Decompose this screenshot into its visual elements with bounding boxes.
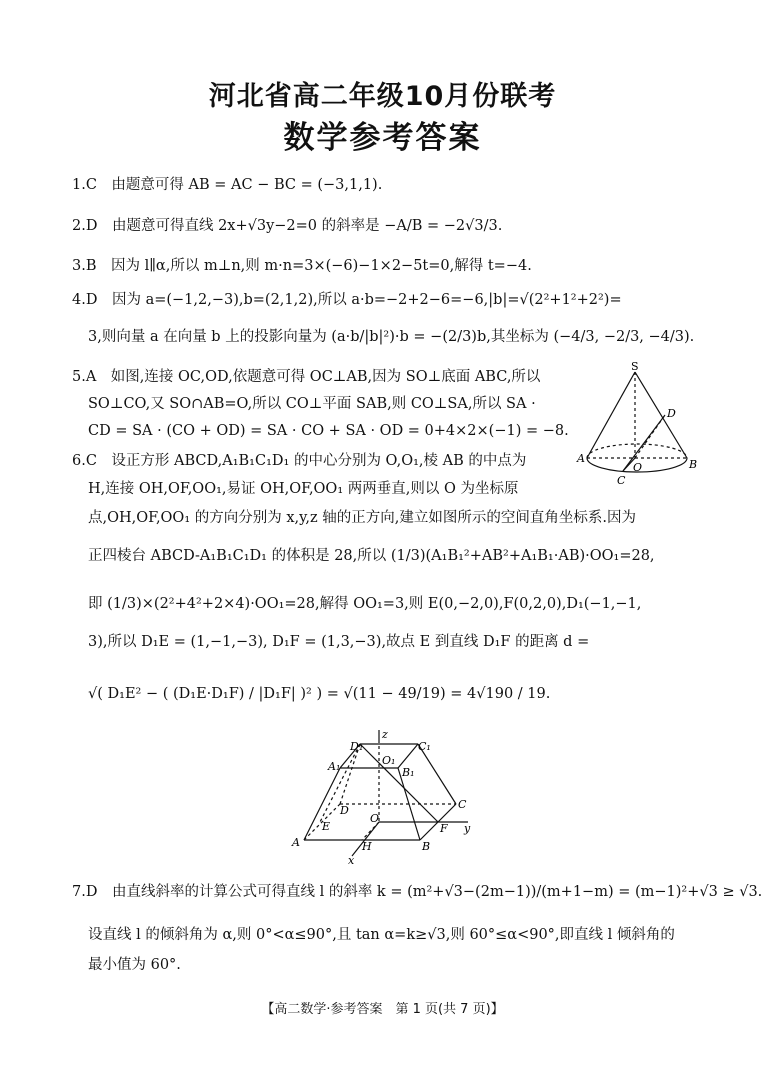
- answer-1: 1.C 由题意可得 AB = AC − BC = (−3,1,1).: [72, 177, 383, 193]
- frustum-label-c: C: [458, 798, 467, 811]
- frustum-label-e: E: [322, 820, 331, 833]
- cone-label-b: B: [689, 458, 698, 471]
- answer-6-line-2: H,连接 OH,OF,OO₁,易证 OH,OF,OO₁ 两两垂直,则以 O 为坐标原: [88, 481, 519, 497]
- answer-2: 2.D 由题意可得直线 2x+√3y−2=0 的斜率是 −A/B = −2√3/3.: [72, 218, 503, 234]
- document-title: 河北省高二年级10月份联考: [208, 81, 557, 112]
- cone-figure: [575, 360, 700, 490]
- answer-5-line-2: SO⊥CO,又 SO∩AB=O,所以 CO⊥平面 SAB,则 CO⊥SA,所以 SA ·: [88, 396, 536, 412]
- frustum-label-c1: C₁: [418, 740, 431, 753]
- frustum-label-o1: O₁: [382, 754, 396, 767]
- answer-6-line-4: 正四棱台 ABCD-A₁B₁C₁D₁ 的体积是 28,所以 (1/3)(A₁B₁²+AB²+A₁B₁·AB)·OO₁=28,: [88, 548, 655, 564]
- frustum-figure: [290, 730, 490, 870]
- cone-label-c: C: [617, 474, 626, 487]
- frustum-label-z: z: [382, 730, 388, 741]
- answer-7-line-2: 设直线 l 的倾斜角为 α,则 0°<α≤90°,且 tan α=k≥√3,则 60°≤α<90°,即直线 l 倾斜角的: [88, 927, 675, 943]
- frustum-label-d1: D₁: [350, 740, 364, 753]
- frustum-label-f: F: [440, 822, 448, 835]
- frustum-label-a1: A₁: [328, 760, 341, 773]
- answer-6-line-5: 即 (1/3)×(2²+4²+2×4)·OO₁=28,解得 OO₁=3,则 E(0,−2,0),F(0,2,0),D₁(−1,−1,: [88, 596, 642, 612]
- answer-4-line-2: 3,则向量 a 在向量 b 上的投影向量为 (a·b/|b|²)·b = −(2/3)b,其坐标为 (−4/3, −2/3, −4/3).: [88, 329, 695, 345]
- answer-7-line-3: 最小值为 60°.: [88, 957, 181, 973]
- frustum-label-b: B: [422, 840, 431, 853]
- frustum-label-h: H: [362, 840, 372, 853]
- frustum-label-x: x: [348, 854, 355, 867]
- frustum-label-d: D: [340, 804, 349, 817]
- frustum-label-y: y: [464, 822, 471, 835]
- answer-6-line-1: 6.C 设正方形 ABCD,A₁B₁C₁D₁ 的中心分别为 O,O₁,棱 AB 的中点为: [72, 453, 527, 469]
- cone-label-a: A: [577, 452, 585, 465]
- answer-6-line-6: 3),所以 D₁E = (1,−1,−3), D₁F = (1,3,−3),故点 E 到直线 D₁F 的距离 d =: [88, 634, 590, 650]
- answer-6-line-3: 点,OH,OF,OO₁ 的方向分别为 x,y,z 轴的正方向,建立如图所示的空间直角坐标系.因为: [88, 510, 636, 526]
- page-footer: 【高二数学·参考答案 第 1 页(共 7 页)】: [261, 1002, 504, 1017]
- document-subtitle: 数学参考答案: [283, 120, 482, 156]
- cone-label-d: D: [667, 407, 676, 420]
- frustum-label-b1: B₁: [402, 766, 415, 779]
- answer-5-line-3: CD = SA · (CO + OD) = SA · CO + SA · OD = 0+4×2×(−1) = −8.: [88, 423, 569, 439]
- answer-4-line-1: 4.D 因为 a=(−1,2,−3),b=(2,1,2),所以 a·b=−2+2−6=−6,|b|=√(2²+1²+2²)=: [72, 292, 622, 308]
- answer-3: 3.B 因为 l∥α,所以 m⊥n,则 m·n=3×(−6)−1×2−5t=0,解得 t=−4.: [72, 258, 532, 274]
- answer-7-line-1: 7.D 由直线斜率的计算公式可得直线 l 的斜率 k = (m²+√3−(2m−1))/(m+1−m) = (m−1)²+√3 ≥ √3.: [72, 884, 763, 900]
- answer-5-line-1: 5.A 如图,连接 OC,OD,依题意可得 OC⊥AB,因为 SO⊥底面 ABC,所以: [72, 369, 541, 385]
- frustum-label-a: A: [292, 836, 300, 849]
- cone-label-o: O: [633, 461, 643, 474]
- frustum-label-o: O: [370, 812, 380, 825]
- cone-label-s: S: [631, 360, 639, 373]
- answer-6-line-7: √( D₁E² − ( (D₁E·D₁F) / |D₁F| )² ) = √(11 − 49/19) = 4√190 / 19.: [88, 686, 551, 702]
